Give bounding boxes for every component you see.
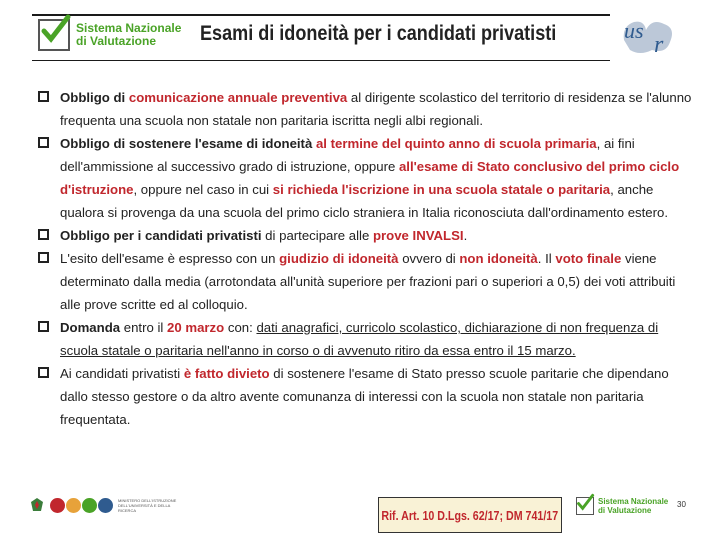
page-number: 30	[677, 500, 686, 509]
logo-line-1: Sistema Nazionale	[76, 21, 182, 35]
bullet-text-segment: Obbligo di	[60, 90, 129, 105]
miur-logo	[30, 497, 188, 513]
checkbox-bullet-icon	[38, 321, 49, 332]
checkbox-bullet-icon	[38, 229, 49, 240]
bullet-text-segment: non idoneità	[459, 251, 538, 266]
bullet-text-segment: Ai candidati privatisti	[60, 366, 184, 381]
bullet-text-segment: giudizio di idoneità	[279, 251, 399, 266]
bullet-list	[36, 86, 696, 431]
miur-dots	[50, 498, 114, 513]
bullet-text-segment: ovvero di	[398, 251, 460, 266]
bullet-text-segment: comunicazione annuale preventiva	[128, 90, 348, 105]
bullet-text-segment: , oppure nel caso in cui	[133, 182, 273, 197]
bullet-item	[36, 247, 696, 316]
bullet-text-segment: Domanda	[60, 320, 121, 335]
bullet-text-segment: è fatto divieto	[183, 366, 270, 381]
snv-logo	[38, 19, 181, 51]
checkbox-bullet-icon	[38, 252, 49, 263]
page-title: Esami di idoneità per i candidati privatisti	[200, 22, 557, 45]
bullet-text-segment: 20 marzo	[167, 320, 225, 335]
italy-emblem-icon	[30, 497, 44, 513]
bullet-text-segment: , ai fini dell'ammissione al successivo grado di istruzione, oppure	[60, 136, 635, 174]
reference-box	[378, 497, 562, 533]
bullet-item	[36, 86, 696, 132]
bullet-item	[36, 316, 696, 362]
bullet-item	[36, 224, 696, 247]
snv-footer-logo	[576, 497, 668, 515]
bullet-text-segment: , anche qualora si provenga da una scuola del primo ciclo straniera in Italia riconosciuta dall'ordinamento estero.	[60, 182, 669, 220]
bullet-item	[36, 362, 696, 431]
bullet-text-segment: Obbligo di sostenere l'esame di idoneità	[60, 136, 313, 151]
bullet-text-segment: viene determinato dalla media (arrotondata all'unità superiore per frazioni pari o superiori a 0,5) dei voti attribuiti alle prove scritte ed al colloquio.	[60, 251, 676, 312]
usr-logo-icon	[618, 10, 680, 58]
checkmark-icon	[576, 497, 594, 515]
bullet-text-segment: con:	[224, 320, 257, 335]
bullet-text-segment: L'esito dell'esame è espresso con un	[60, 251, 280, 266]
footer-logo-line-2: di Valutazione	[598, 506, 652, 515]
header-bottom-rule	[32, 60, 610, 61]
svg-text:r: r	[654, 32, 664, 58]
bullet-item	[36, 132, 696, 224]
bullet-text-segment: all'esame di Stato conclusivo del primo ciclo d'istruzione	[60, 159, 680, 197]
bullet-text-segment: dati anagrafici, curricolo scolastico, dichiarazione di non frequenza di scuola statale o paritaria nell'anno in corso o di avvenuto ritiro da essa entro il 15 marzo.	[60, 320, 659, 358]
header-top-rule	[32, 14, 610, 16]
bullet-text-segment: di partecipare alle	[261, 228, 373, 243]
bullet-text-segment: .	[463, 228, 468, 243]
svg-text:us: us	[624, 18, 644, 43]
checkbox-bullet-icon	[38, 367, 49, 378]
checkmark-icon	[38, 19, 70, 51]
reference-text: Rif. Art. 10 D.Lgs. 62/17; DM 741/17	[381, 507, 559, 523]
bullet-text-segment: al dirigente scolastico del territorio di residenza se l'alunno frequenta una scuola non statale non paritaria iscritta negli albi regionali.	[60, 90, 692, 128]
bullet-text-segment: voto finale	[555, 251, 622, 266]
checkbox-bullet-icon	[38, 91, 49, 102]
bullet-text-segment: al termine del quinto anno di scuola primaria	[315, 136, 597, 151]
bullet-text-segment: . Il	[537, 251, 556, 266]
checkbox-bullet-icon	[38, 137, 49, 148]
bullet-text-segment: entro il	[120, 320, 168, 335]
bullet-text-segment: prove INVALSI	[372, 228, 464, 243]
footer-logo-line-1: Sistema Nazionale	[598, 497, 669, 506]
logo-line-2: di Valutazione	[76, 34, 157, 48]
bullet-text-segment: di sostenere l'esame di Stato presso scuole paritarie che dipendano dallo stesso gestore o da altro avente comunanza di interessi con la scuola non statale non paritaria frequentata.	[60, 366, 669, 427]
bullet-text-segment: si richieda l'iscrizione in una scuola statale o paritaria	[272, 182, 611, 197]
bullet-text-segment: Obbligo per i candidati privatisti	[60, 228, 262, 243]
ministry-caption: MINISTERO DELL'ISTRUZIONE DELL'UNIVERSITÀ E DELLA RICERCA	[118, 497, 177, 513]
